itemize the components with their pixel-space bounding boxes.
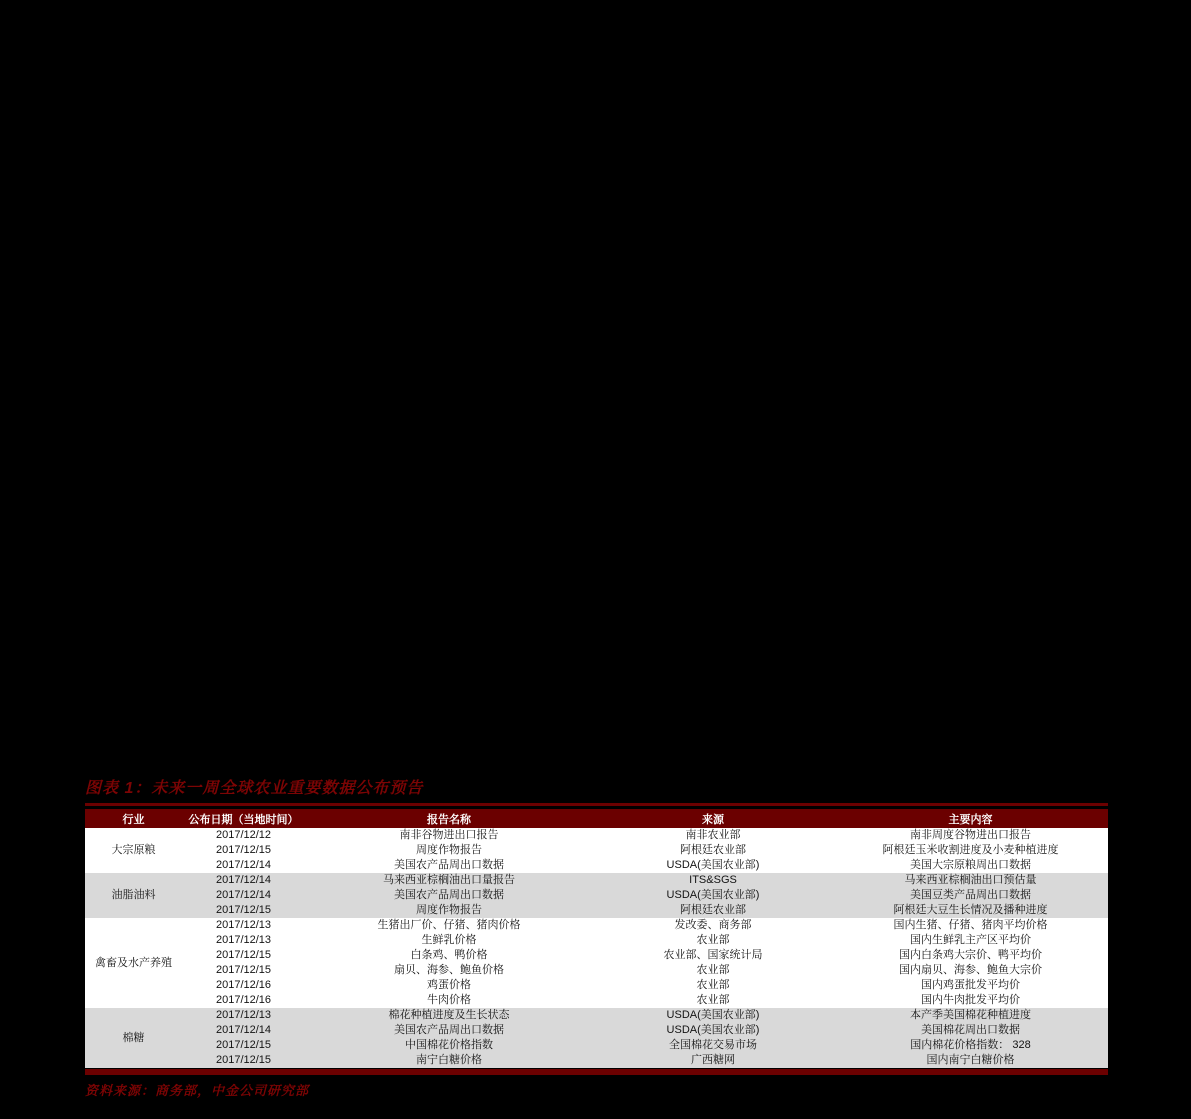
- table-row: [85, 1038, 1108, 1053]
- main-content-cell: 国内棉花价格指数： 328: [910, 1039, 1031, 1051]
- industry-category-cell: 油脂油料: [111, 889, 156, 901]
- date-cell: 2017/12/15: [215, 904, 272, 916]
- source-cell: 阿根廷农业部: [680, 904, 746, 916]
- source-cell: 全国棉花交易市场: [669, 1039, 757, 1051]
- bottom-rule: [85, 1069, 1108, 1075]
- report-name-cell: 牛肉价格: [427, 994, 471, 1006]
- source-cell: 广西糖网: [691, 1054, 735, 1066]
- table-row: [85, 1008, 1108, 1023]
- main-content-cell: 马来西亚棕榈油出口预估量: [904, 874, 1037, 886]
- date-cell: 2017/12/15: [215, 964, 272, 976]
- main-content-cell: 南非周度谷物进出口报告: [910, 829, 1031, 841]
- date-cell: 2017/12/15: [215, 844, 272, 856]
- main-content-cell: 国内白条鸡大宗价、鸭平均价: [899, 949, 1042, 961]
- report-name-cell: 美国农产品周出口数据: [394, 889, 504, 901]
- col-header-industry: 行业: [122, 813, 145, 826]
- table-row: [85, 858, 1108, 873]
- table-row: [85, 948, 1108, 963]
- date-cell: 2017/12/14: [215, 889, 272, 901]
- table-row: [85, 903, 1108, 918]
- source-cell: 农业部: [696, 934, 730, 946]
- report-name-cell: 美国农产品周出口数据: [394, 1024, 504, 1036]
- main-content-cell: 阿根廷大豆生长情况及播种进度: [893, 904, 1048, 916]
- report-name-cell: 棉花种植进度及生长状态: [388, 1009, 510, 1021]
- main-content-cell: 美国大宗原粮周出口数据: [910, 859, 1031, 871]
- date-cell: 2017/12/14: [215, 859, 272, 871]
- table-row: [85, 993, 1108, 1008]
- source-cell: USDA(美国农业部): [666, 1024, 760, 1036]
- source-cell: 阿根廷农业部: [680, 844, 746, 856]
- date-cell: 2017/12/16: [215, 994, 272, 1006]
- title-rule: [85, 803, 1108, 806]
- source-cell: ITS&SGS: [689, 874, 737, 886]
- main-content-cell: 国内生猪、仔猪、猪肉平均价格: [893, 919, 1048, 931]
- data-release-table: [85, 809, 1108, 1068]
- report-figure-block: [85, 779, 1108, 1099]
- col-header-content: 主要内容: [948, 813, 993, 826]
- date-cell: 2017/12/13: [215, 919, 272, 931]
- source-cell: USDA(美国农业部): [666, 1009, 760, 1021]
- source-cell: 南非农业部: [685, 829, 741, 841]
- table-row: [85, 918, 1108, 933]
- report-name-cell: 白条鸡、鸭价格: [410, 949, 488, 961]
- date-cell: 2017/12/14: [215, 874, 272, 886]
- col-header-source: 来源: [702, 813, 724, 826]
- table-row: [85, 1023, 1108, 1038]
- report-name-cell: 扇贝、海参、鲍鱼价格: [394, 964, 504, 976]
- table-row: [85, 828, 1108, 843]
- main-content-cell: 国内牛肉批发平均价: [921, 994, 1020, 1006]
- main-content-cell: 国内鸡蛋批发平均价: [921, 979, 1020, 991]
- table-row: [85, 963, 1108, 978]
- report-name-cell: 马来西亚棕榈油出口量报告: [383, 874, 515, 886]
- table-row: [85, 888, 1108, 903]
- source-cell: USDA(美国农业部): [666, 859, 760, 871]
- report-name-cell: 周度作物报告: [416, 844, 482, 856]
- table-row: [85, 873, 1108, 888]
- report-name-cell: 生鲜乳价格: [421, 934, 477, 946]
- source-cell: 农业部: [696, 979, 730, 991]
- date-cell: 2017/12/15: [215, 1039, 272, 1051]
- main-content-cell: 阿根廷玉米收割进度及小麦种植进度: [882, 844, 1059, 856]
- date-cell: 2017/12/13: [215, 1009, 272, 1021]
- industry-category-cell: 禽畜及水产养殖: [95, 956, 172, 969]
- report-name-cell: 中国棉花价格指数: [405, 1039, 493, 1051]
- report-name-cell: 鸡蛋价格: [427, 979, 471, 991]
- table-row: [85, 1053, 1108, 1068]
- report-name-cell: 生猪出厂价、仔猪、猪肉价格: [377, 919, 521, 931]
- date-cell: 2017/12/16: [215, 979, 272, 991]
- table-header-row: [85, 809, 1108, 828]
- industry-category-cell: 棉糖: [122, 1031, 145, 1044]
- report-name-cell: 南非谷物进出口报告: [399, 829, 499, 841]
- report-name-cell: 美国农产品周出口数据: [394, 859, 504, 871]
- source-note: 资料来源：商务部，中金公司研究部: [85, 1083, 310, 1098]
- report-name-cell: 南宁白糖价格: [416, 1054, 482, 1066]
- col-header-date: 公布日期（当地时间）: [188, 813, 299, 826]
- date-cell: 2017/12/12: [215, 829, 272, 841]
- industry-category-cell: 大宗原粮: [111, 844, 156, 856]
- col-header-report: 报告名称: [427, 813, 471, 826]
- main-content-cell: 国内南宁白糖价格: [926, 1054, 1015, 1066]
- date-cell: 2017/12/15: [215, 1054, 272, 1066]
- source-cell: USDA(美国农业部): [666, 889, 760, 901]
- date-cell: 2017/12/13: [215, 934, 272, 946]
- main-content-cell: 美国棉花周出口数据: [921, 1024, 1020, 1036]
- source-cell: 农业部: [696, 964, 730, 976]
- table-row: [85, 933, 1108, 948]
- source-cell: 农业部: [696, 994, 730, 1006]
- table-row: [85, 978, 1108, 993]
- figure-title: 图表 1：未来一周全球农业重要数据公布预告: [85, 780, 424, 797]
- main-content-cell: 国内生鲜乳主产区平均价: [910, 934, 1031, 946]
- main-content-cell: 美国豆类产品周出口数据: [910, 889, 1031, 901]
- date-cell: 2017/12/14: [215, 1024, 272, 1036]
- table-row: [85, 843, 1108, 858]
- date-cell: 2017/12/15: [215, 949, 272, 961]
- report-name-cell: 周度作物报告: [416, 904, 482, 916]
- source-cell: 农业部、国家统计局: [663, 949, 763, 961]
- source-cell: 发改委、商务部: [674, 919, 752, 931]
- main-content-cell: 本产季美国棉花种植进度: [910, 1009, 1031, 1021]
- main-content-cell: 国内扇贝、海参、鲍鱼大宗价: [899, 964, 1042, 976]
